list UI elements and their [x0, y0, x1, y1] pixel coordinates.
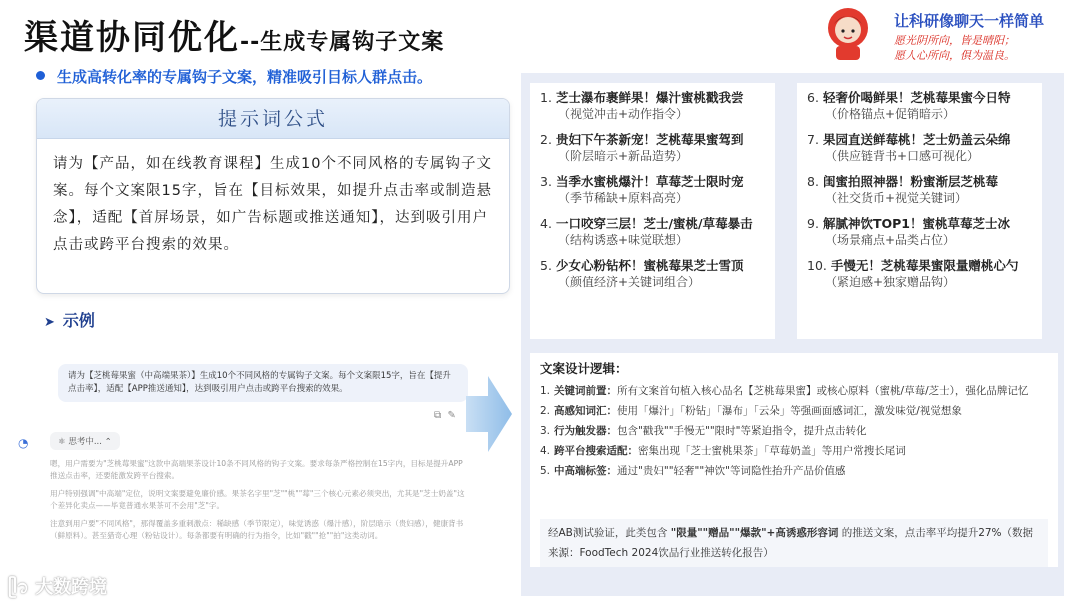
title-main: 渠道协同优化: [24, 18, 240, 58]
hook-note: （季节稀缺+原料高亮）: [558, 191, 689, 205]
hooks-list-right: [797, 83, 1042, 339]
logic-item: 3. 行为触发器：包含"戳我""手慢无""限时"等紧迫指令，提升点击转化: [540, 425, 867, 437]
footer-logo-text: 大数跨境: [35, 577, 108, 598]
hook-item: 5. 少女心粉钻杯！蜜桃莓果芝士雪顶: [540, 258, 744, 273]
hook-note: （阶层暗示+新品造势）: [558, 149, 689, 163]
user-prompt-bubble: 请为【芝桃莓果蜜（中高端果茶）】生成10个不同风格的专属钩子文案。每个文案限15字，旨在【提升点击率】，适配【APP推送通知】，达到吸引用户点击或跨平台搜索的效果。: [58, 364, 468, 402]
footer-watermark-logo: [8, 573, 107, 607]
example-label: [44, 308, 95, 331]
brand-motto-1: 愿光阴所向，皆是晴阳；: [894, 34, 1015, 47]
hook-item: 10. 手慢无！芝桃莓果蜜限量赠桃心勺: [807, 258, 1019, 273]
footer-logo-icon: ᥫ᭡: [8, 577, 36, 598]
example-label-text: 示例: [62, 311, 95, 330]
intro-bullet-text: 生成高转化率的专属钩子文案，精准吸引目标人群点击。: [57, 68, 433, 86]
brand-motto-2: 愿人心所向，俱为温良。: [894, 49, 1015, 62]
page-title: [24, 10, 444, 59]
result-panel: [521, 73, 1064, 596]
hook-note: （视觉冲击+动作指令）: [558, 107, 689, 121]
prompt-formula-card: [36, 98, 510, 294]
thinking-paragraph: 用户特别强调"中高端"定位，说明文案要避免廉价感。果茶名字里"芝""桃""莓"三个核心元素必须突出，尤其是"芝士奶盖"这个差异化卖点——毕竟普通水果茶可不会用"芝"字。: [50, 489, 465, 510]
hook-item: 4. 一口咬穿三层！芝士/蜜桃/草莓暴击: [540, 216, 753, 231]
logic-item: 2. 高感知词汇：使用「爆汁」「粉钻」「瀑布」「云朵」等强画面感词汇，激发味觉/视觉想象: [540, 405, 962, 417]
hook-note: （价格锚点+促销暗示）: [825, 107, 956, 121]
thinking-toggle-button[interactable]: ⚛ 思考中... ⌃: [50, 432, 120, 450]
logic-item: 5. 中高端标签：通过"贵妇""轻奢""神饮"等词隐性抬升产品价值感: [540, 465, 846, 477]
design-logic-title: 文案设计逻辑：: [540, 361, 628, 376]
triangle-bullet-icon: ➤: [44, 315, 55, 330]
hook-item: 1. 芝士瀑布裹鲜果！爆汁蜜桃戳我尝: [540, 90, 744, 105]
hook-note: （社交货币+视觉关键词）: [825, 191, 968, 205]
hook-item: 3. 当季水蜜桃爆汁！草莓芝士限时宠: [540, 174, 744, 189]
thinking-label: 思考中...: [68, 437, 102, 447]
chevron-up-icon: ⌃: [104, 437, 112, 447]
thinking-paragraph: 嗯，用户需要为"芝桃莓果蜜"这款中高端果茶设计10条不同风格的钩子文案。要求每条严格控制在15字内，目标是提升APP推送点击率，还要能激发跨平台搜索。: [50, 459, 463, 480]
bullet-dot-icon: [36, 71, 45, 80]
bot-avatar-icon: ◔: [18, 436, 29, 450]
hook-note: （紧迫感+独家赠品钩）: [825, 275, 956, 289]
copy-icon[interactable]: ⧉: [434, 410, 442, 421]
thinking-paragraph: 注意到用户要"不同风格"，那得覆盖多重刺激点：稀缺感（季节限定），味觉诱惑（爆汁感），阶层暗示（贵妇感），健康背书（鲜原料）。甚至猎奇心理（粉钻设计）。每条都要有明确的行为指令，比如"戳""抢""拍"这类动词。: [50, 519, 464, 540]
hooks-list-left: [530, 83, 775, 339]
logic-item: 1. 关键词前置：所有文案首句植入核心品名【芝桃莓果蜜】或核心原料（蜜桃/草莓/芝士），强化品牌记忆: [540, 385, 1029, 397]
hook-note: （供应链背书+口感可视化）: [825, 149, 980, 163]
hook-item: 9. 解腻神饮TOP1！蜜桃草莓芝士冰: [807, 216, 1010, 231]
edit-icon[interactable]: ✎: [447, 410, 456, 421]
hook-note: （场景痛点+品类占位）: [825, 233, 956, 247]
intro-bullet: [36, 66, 432, 87]
logic-item: 4. 跨平台搜索适配：密集出现「芝士蜜桃果茶」「草莓奶盖」等用户常搜长尾词: [540, 445, 906, 457]
mascot-avatar-icon: [820, 4, 876, 62]
brand-block: [820, 4, 1070, 64]
chat-tools: [434, 410, 456, 421]
prompt-formula-heading: 提示词公式: [37, 99, 509, 139]
hook-note: （颜值经济+关键词组合）: [558, 275, 701, 289]
prompt-formula-body: 请为【产品，如在线教育课程】生成10个不同风格的专属钩子文案。每个文案限15字，旨在【目标效果，如提升点击率或制造悬念】，适配【首屏场景，如广告标题或推送通知】，达到吸引用户点击或跨平台搜索的效果。: [53, 156, 492, 253]
brand-slogan: 让科研像聊天一样简单: [894, 12, 1045, 30]
hook-note: （结构诱惑+味觉联想）: [558, 233, 689, 247]
thinking-content: [50, 458, 470, 548]
hook-item: 8. 闺蜜拍照神器！粉蜜渐层芝桃莓: [807, 174, 998, 189]
hook-item: 6. 轻奢价喝鲜果！芝桃莓果蜜今日特: [807, 90, 1011, 105]
right-arrow-icon: [466, 374, 512, 454]
title-sub: --生成专属钩子文案: [240, 30, 445, 55]
hook-item: 2. 贵妇下午茶新宠！芝桃莓果蜜驾到: [540, 132, 744, 147]
ab-test-note: 经AB测试验证，此类包含 "限量""赠品""爆款"+高诱惑形容词 的推送文案，点击率平均提升27%（数据来源：FoodTech 2024饮品行业推送转化报告）: [540, 519, 1048, 567]
hook-item: 7. 果园直送鲜莓桃！芝士奶盖云朵绵: [807, 132, 1011, 147]
design-logic-box: [530, 353, 1058, 567]
chat-example-screenshot: [14, 352, 472, 592]
